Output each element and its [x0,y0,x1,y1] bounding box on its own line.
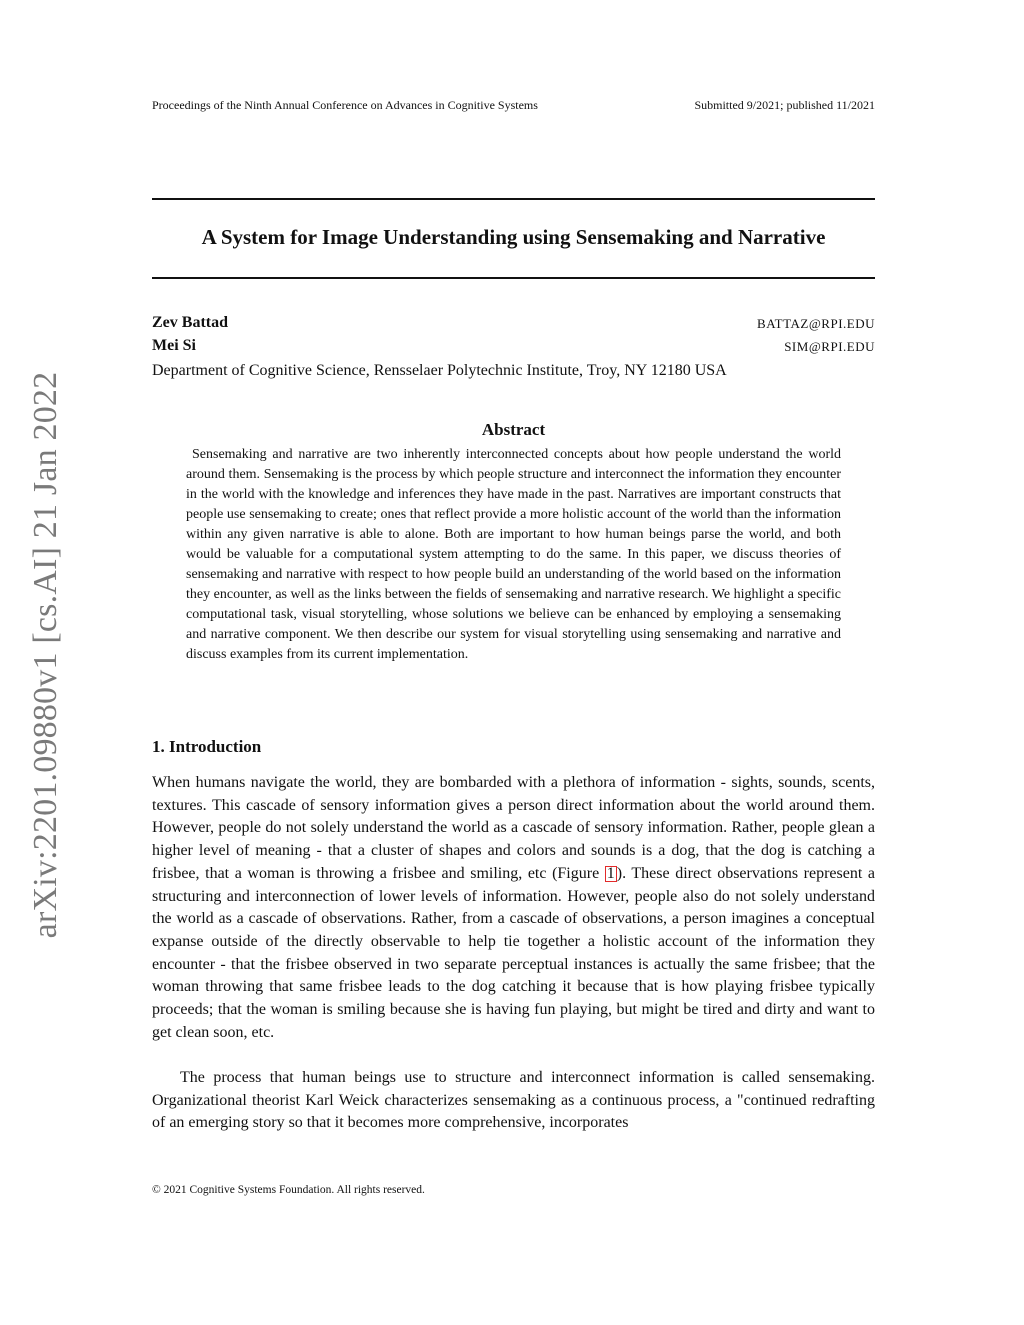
figure-reference-link[interactable]: 1 [606,864,615,882]
running-header-dates: Submitted 9/2021; published 11/2021 [694,98,875,112]
author-name: Mei Si [152,337,196,354]
affiliation: Department of Cognitive Science, Rensselaer Polytechnic Institute, Troy, NY 12180 USA [152,362,727,379]
section-heading-introduction: 1. Introduction [152,737,262,756]
copyright-footer: © 2021 Cognitive Systems Foundation. All rights reserved. [152,1184,425,1196]
title-rule-bottom [152,277,875,279]
author-row [152,314,875,336]
author-email[interactable]: SIM@RPI.EDU [784,339,875,354]
running-header-venue: Proceedings of the Ninth Annual Conference on Advances in Cognitive Systems [152,98,538,112]
author-row [152,337,875,359]
intro-paragraph-1-text-continued: ). These direct observations represent a structuring and interconnection of lower levels of information. However, people also do not solely understand the world as a cascade of observations. Rather, from a cascade of observations, a person imagines a conceptual expanse outside of the directly observable to help tie together a holistic account of the information they encounter - that the frisbee observed in two separate perceptual instances is actually the same frisbee; that the woman throwing that same frisbee leads to the dog catching it because that is how playing frisbee typically proceeds; that the woman is smiling because she is having fun playing, but might be tired and dirty and want to get clean soon, etc. [152,864,875,1041]
author-name: Zev Battad [152,314,228,331]
intro-paragraph-1-text: When humans navigate the world, they are bombarded with a plethora of information - sights, sounds, scents, textures. This cascade of sensory information gives a person direct information about the world around them. However, people do not solely understand the world as a cascade of sensory information. Rather, people glean a higher level of meaning - that a cluster of shapes and colors and sounds is a dog, that the dog is catching a frisbee, that a woman is throwing a frisbee and smiling, etc (Figure [152,774,875,882]
title-rule-top [152,198,875,200]
author-email[interactable]: BATTAZ@RPI.EDU [757,316,875,331]
intro-paragraph-2: The process that human beings use to structure and interconnect information is called sensemaking. Organizational theorist Karl Weick characterizes sensemaking as a continuous process, a "continued redrafting of an emerging story so that it becomes more comprehensive, incorporates [152,1069,875,1132]
paper-title: A System for Image Understanding using Sensemaking and Narrative [201,225,826,249]
intro-paragraph-1 [152,772,875,1044]
abstract-text: Sensemaking and narrative are two inherently interconnected concepts about how people understand the world around them. Sensemaking is the process by which people structure and interconnect the information they encounter in the world with the knowledge and inferences they have made in the past. Narratives are important constructs that people use sensemaking to create; ones that reflect provide a more holistic account of the world than the information within any given narrative is able to alone. Both are important to how human beings parse the world, and both would be valuable for a computational system attempting to do the same. In this paper, we discuss theories of sensemaking and narrative with respect to how people build an understanding of the world based on the information they encounter, as well as the links between the fields of sensemaking and narrative research. We highlight a specific computational task, visual storytelling, whose solutions we believe can be enhanced by employing a sensemaking and narrative component. We then describe our system for visual storytelling using sensemaking and narrative and discuss examples from its current implementation. [186,447,841,662]
abstract-heading: Abstract [481,420,546,439]
arxiv-identifier-stamp[interactable]: arXiv:2201.09880v1 [cs.AI] 21 Jan 2022 [27,371,64,939]
